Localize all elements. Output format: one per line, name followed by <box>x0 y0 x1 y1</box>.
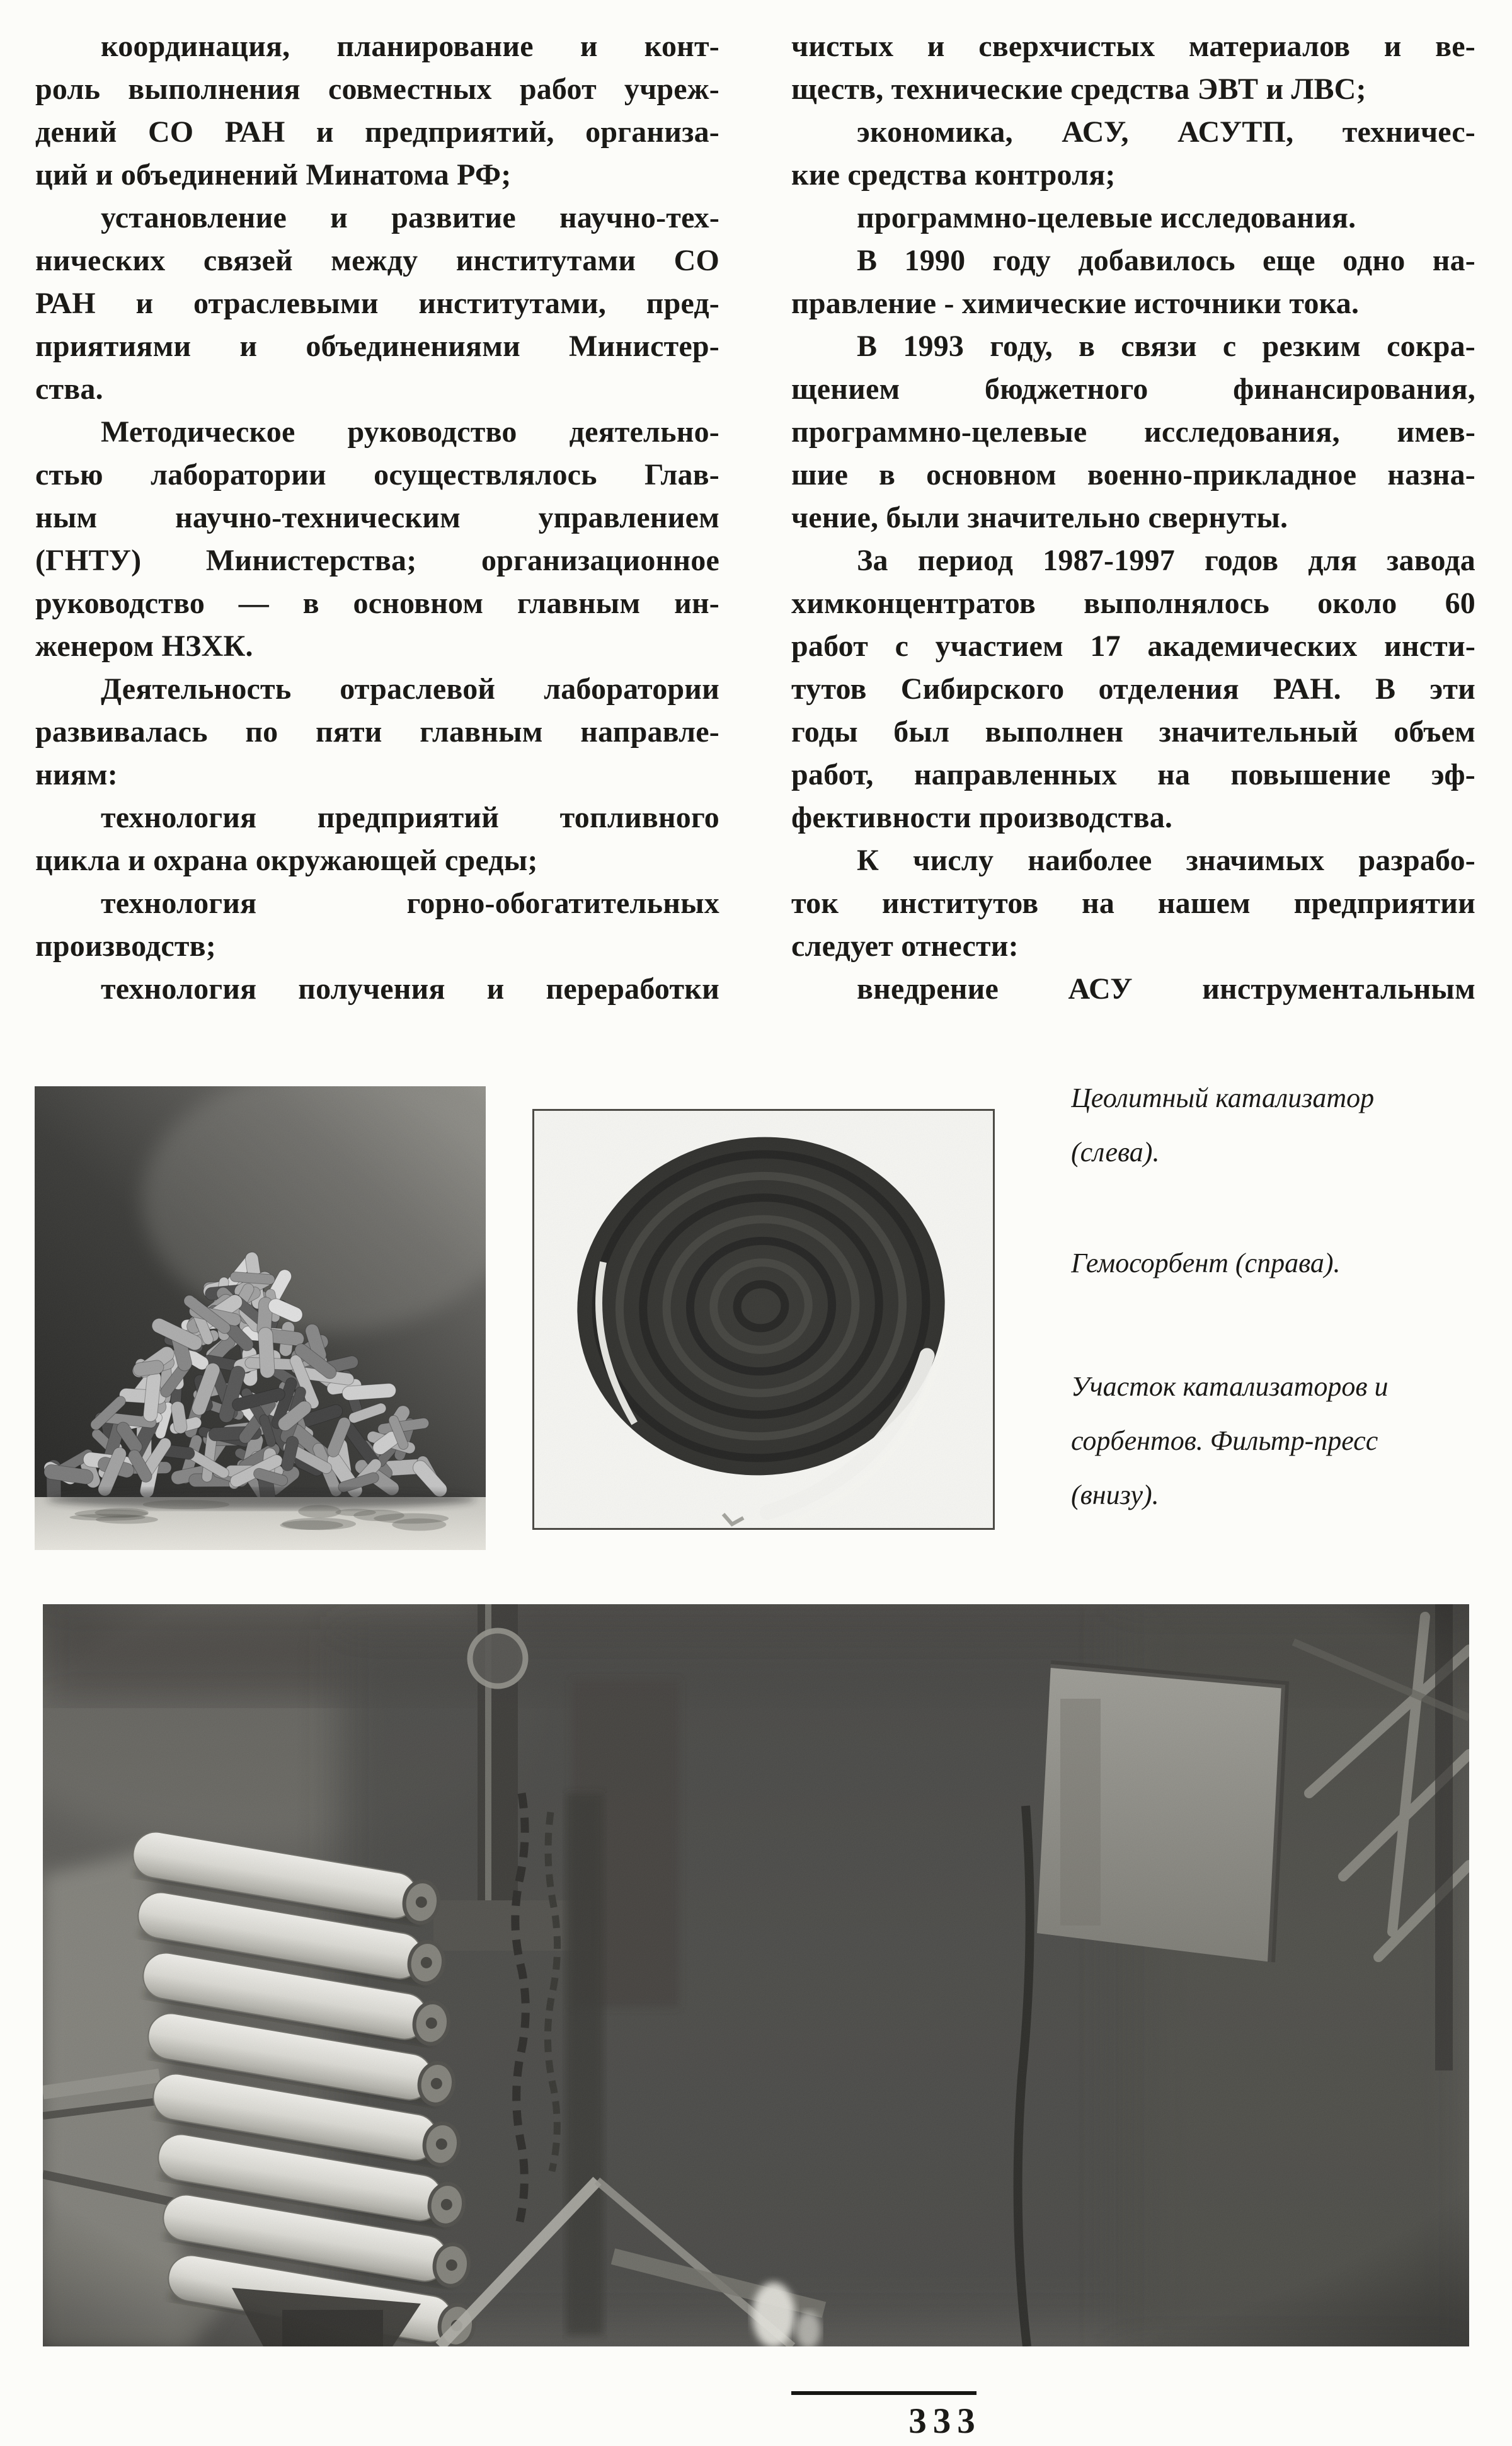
text-line: развивалась по пяти главным направле- <box>35 715 719 749</box>
text-line: экономика, АСУ, АСУТП, техничес- <box>857 115 1475 149</box>
text-line: годы был выполнен значительный объем <box>791 715 1475 749</box>
text-line: фективности производства. <box>791 801 1173 834</box>
text-line: координация, планирование и конт- <box>101 30 719 63</box>
text-line: дений СО РАН и предприятий, организа- <box>35 115 719 149</box>
caption-line: Цеолитный катализатор <box>1071 1082 1375 1113</box>
text-line: цикла и охрана окружающей среды; <box>35 844 538 877</box>
photo-filter-press-unit <box>43 1604 1469 2346</box>
caption-zeolite <box>1071 1071 1499 1180</box>
text-line: ществ, технические средства ЭВТ и ЛВС; <box>791 72 1366 106</box>
text-line: ным научно-техническим управлением <box>35 501 719 534</box>
text-line: руководство — в основном главным ин- <box>35 587 719 620</box>
zeolite-photo-art <box>35 1086 486 1550</box>
text-line: чение, были значительно свернуты. <box>791 501 1288 534</box>
text-line: технология горно-обогатительных <box>101 887 719 920</box>
film-grain <box>35 1086 486 1550</box>
text-column-left <box>35 25 719 1011</box>
text-line: правление - химические источники тока. <box>791 287 1360 320</box>
text-line: приятиями и объединениями Министер- <box>35 330 719 363</box>
text-line: тутов Сибирского отделения РАН. В эти <box>791 672 1475 706</box>
caption-line: Участок катализаторов и <box>1071 1371 1389 1402</box>
text-line: В 1993 году, в связи с резким сокра- <box>857 330 1475 363</box>
filter-press-photo-art <box>43 1604 1469 2346</box>
text-line: ниям: <box>35 758 118 791</box>
text-line: производств; <box>35 929 216 963</box>
caption-line: Гемосорбент (справа). <box>1071 1248 1341 1278</box>
text-line: шие в основном военно-прикладное назна- <box>791 458 1475 491</box>
text-column-right <box>791 25 1475 1011</box>
text-line: женером НЗХК. <box>35 629 253 663</box>
photo-hemosorbent-coil <box>532 1109 995 1530</box>
vignette <box>43 1604 1469 2346</box>
text-line: технология получения и переработки <box>101 972 719 1006</box>
text-line: РАН и отраслевыми институтами, пред- <box>35 287 719 320</box>
text-line: программно-целевые исследования, имев- <box>791 415 1475 449</box>
text-line: внедрение АСУ инструментальным <box>857 972 1475 1006</box>
text-line: ства. <box>35 372 103 406</box>
text-line: Методическое руководство деятельно- <box>101 415 719 449</box>
text-line: следует отнести: <box>791 929 1019 963</box>
footer-rule <box>791 2391 976 2395</box>
text-line: химконцентратов выполнялось около 60 <box>791 587 1475 620</box>
text-line: За период 1987-1997 годов для завода <box>857 544 1475 577</box>
text-line: технология предприятий топливного <box>101 801 719 834</box>
text-line: ток институтов на нашем предприятии <box>791 887 1475 920</box>
text-line: нических связей между институтами СО <box>35 244 719 277</box>
text-line: В 1990 году добавилось еще одно на- <box>857 244 1475 277</box>
text-line: роль выполнения совместных работ учреж- <box>35 72 719 106</box>
text-line: работ с участием 17 академических инсти- <box>791 629 1475 663</box>
text-line: программно-целевые исследования. <box>857 201 1356 234</box>
page-number: 333 <box>908 2401 982 2441</box>
text-line: К числу наиболее значимых разрабо- <box>857 844 1475 877</box>
text-line: работ, направленных на повышение эф- <box>791 758 1475 791</box>
text-line: установление и развитие научно-тех- <box>101 201 719 234</box>
text-line: чистых и сверхчистых материалов и ве- <box>791 30 1475 63</box>
text-line: щением бюджетного финансирования, <box>791 372 1475 406</box>
text-line: стью лаборатории осуществлялось Глав- <box>35 458 719 491</box>
film-grain <box>534 1111 993 1528</box>
caption-line: (внизу). <box>1071 1479 1159 1510</box>
caption-line: (слева). <box>1071 1137 1160 1168</box>
photo-zeolite-catalyst <box>35 1086 486 1550</box>
text-line: ций и объединений Минатома РФ; <box>35 158 512 192</box>
caption-filter-press <box>1071 1360 1499 1522</box>
caption-line: сорбентов. Фильтр-пресс <box>1071 1425 1378 1456</box>
text-line: (ГНТУ) Министерства; организационное <box>35 544 719 577</box>
text-line: кие средства контроля; <box>791 158 1116 192</box>
text-line: Деятельность отраслевой лаборатории <box>101 672 719 706</box>
hemosorbent-photo-art <box>534 1111 993 1528</box>
caption-hemosorbent <box>1071 1236 1499 1290</box>
